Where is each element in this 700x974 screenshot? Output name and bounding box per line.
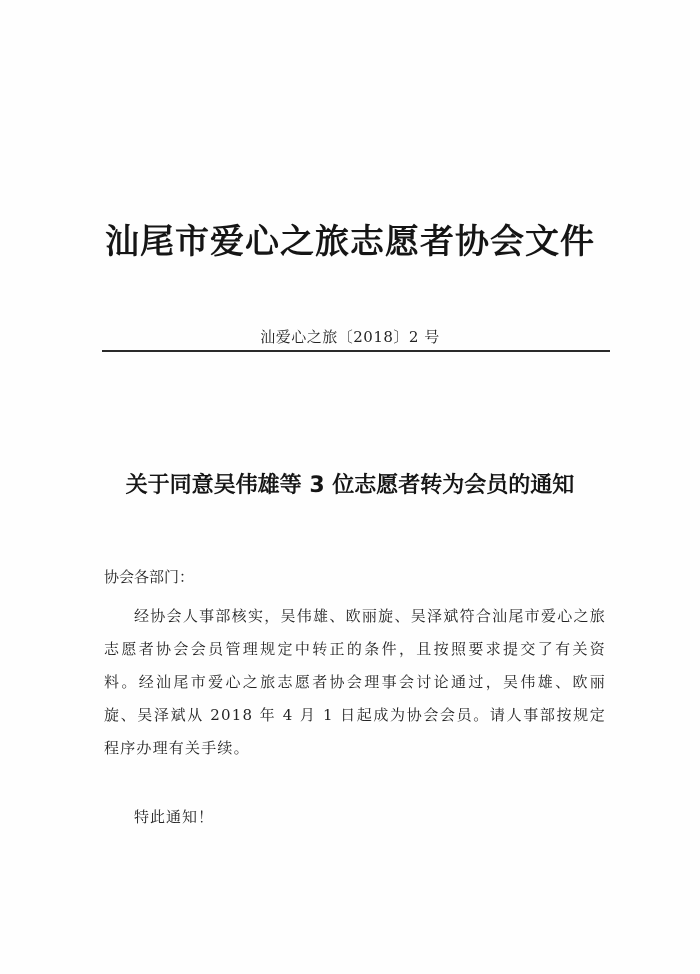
- notice-body: 经协会人事部核实，吴伟雄、欧丽旋、吴泽斌符合汕尾市爱心之旅志愿者协会会员管理规定中转正的条件，且按照要求提交了有关资料。经汕尾市爱心之旅志愿者协会理事会讨论通过，吴伟雄、欧丽旋、吴泽斌从 2018 年 4 月 1 日起成为协会会员。请人事部按规定程序办理有关手续。: [104, 607, 606, 757]
- header-divider: [102, 350, 610, 352]
- notice-title: 关于同意吴伟雄等 3 位志愿者转为会员的通知: [125, 473, 575, 498]
- salutation: 协会各部门：: [104, 568, 195, 586]
- closing-line: 特此通知！: [134, 808, 215, 826]
- document-number: 汕爱心之旅〔2018〕2 号: [260, 328, 440, 346]
- organization-title: 汕尾市爱心之旅志愿者协会文件: [105, 222, 595, 262]
